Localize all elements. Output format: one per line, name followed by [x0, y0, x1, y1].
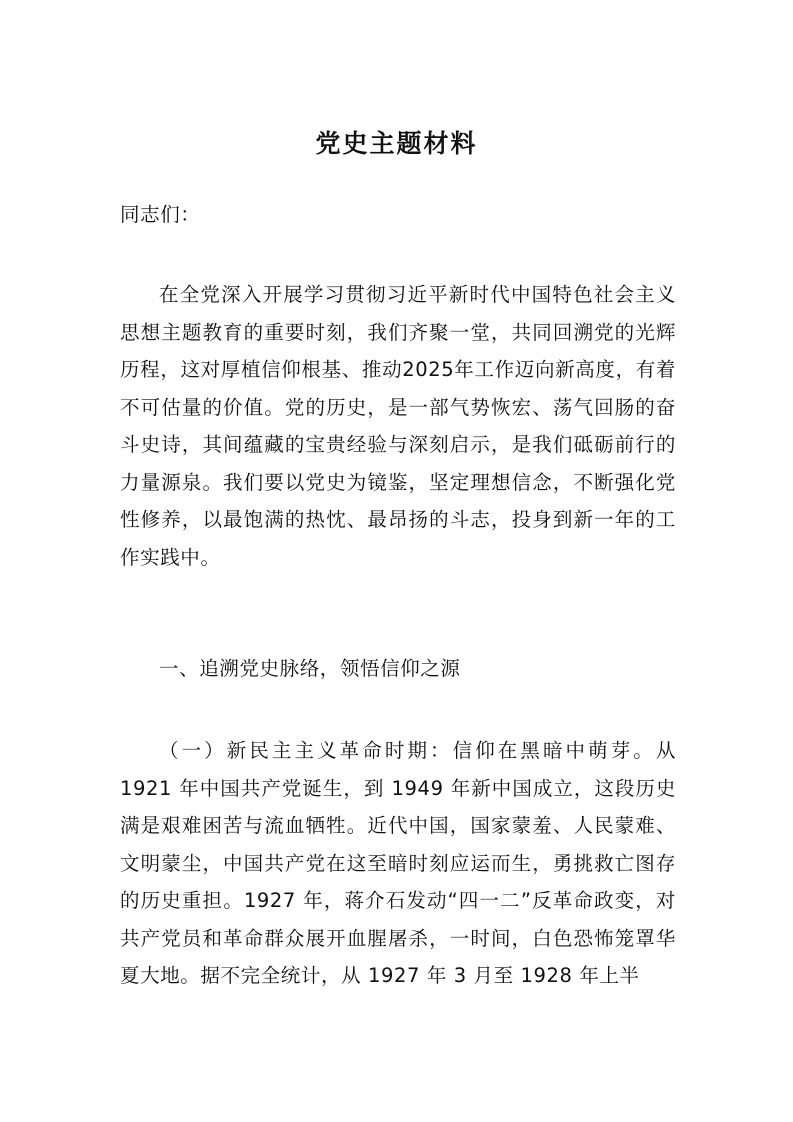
salutation: 同志们： [120, 203, 201, 226]
section-paragraph: （一）新民主主义革命时期：信仰在黑暗中萌芽。从 1921 年中国共产党诞生，到 1949 年新中国成立，这段历史满是艰难困苦与流血牺牲。近代中国，国家蒙羞、人民蒙难、文明蒙尘，中国共产党在这至暗时刻应运而生，勇挑救亡图存的历史重担。1927 年，蒋介石发动“四一二”反革命政变，对共产党员和革命群众展开血腥屠杀，一时间，白色恐怖笼罩华夏大地。据不完全统计，从 1927 年 3 月至 1928 年上半 [120, 739, 676, 987]
document-title: 党史主题材料 [315, 129, 478, 158]
intro-paragraph: 在全党深入开展学习贯彻习近平新时代中国特色社会主义思想主题教育的重要时刻，我们齐聚一堂，共同回溯党的光辉历程，这对厚植信仰根基、推动2025年工作迈向新高度，有着不可估量的价值。党的历史，是一部气势恢宏、荡气回肠的奋斗史诗，其间蕴藏的宝贵经验与深刻启示，是我们砥砺前行的力量源泉。我们要以党史为镜鉴，坚定理想信念，不断强化党性修养，以最饱满的热忱、最昂扬的斗志，投身到新一年的工作实践中。 [120, 283, 676, 569]
section-heading: 一、追溯党史脉络，领悟信仰之源 [159, 657, 461, 680]
